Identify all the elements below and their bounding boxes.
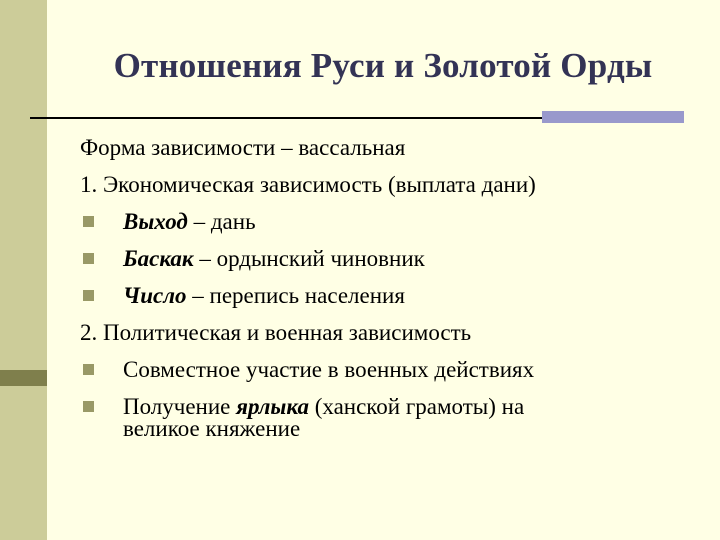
title-underline-block	[542, 111, 684, 123]
term-baskak: Баскак	[123, 246, 194, 271]
definition-chislo: – перепись населения	[186, 283, 405, 308]
square-bullet-icon	[83, 216, 94, 227]
line-form: Форма зависимости – вассальная	[80, 135, 406, 160]
definition-baskak: – ордынский чиновник	[193, 246, 425, 271]
list-item-yarlyk	[80, 388, 705, 425]
text-joint-military: Совместное участие в военных действиях	[123, 357, 535, 382]
definition-vykhod: – дань	[187, 209, 256, 234]
term-vykhod: Выход	[123, 209, 188, 234]
square-bullet-icon	[83, 401, 94, 412]
list-item-joint-military	[80, 351, 705, 388]
yarlyk-prefix: Получение	[123, 394, 237, 419]
term-yarlyk: ярлыка	[236, 394, 309, 419]
line-political: 2. Политическая и военная зависимость	[80, 320, 472, 345]
left-accent-bar	[0, 370, 47, 386]
list-item-baskak	[80, 240, 705, 277]
slide-title: Отношения Руси и Золотой Орды	[113, 46, 653, 85]
list-item-vykhod	[80, 203, 705, 240]
line-economic: 1. Экономическая зависимость (выплата дани)	[80, 172, 536, 197]
slide-body	[80, 129, 705, 442]
square-bullet-icon	[83, 290, 94, 301]
square-bullet-icon	[83, 364, 94, 375]
list-item-chislo	[80, 277, 705, 314]
yarlyk-suffix: (ханской грамоты) на	[308, 394, 525, 419]
term-chislo: Число	[123, 283, 187, 308]
title-underline	[30, 117, 542, 119]
list-item-yarlyk-continuation: великое княжение	[123, 416, 301, 441]
left-decor-bar	[0, 0, 47, 540]
square-bullet-icon	[83, 253, 94, 264]
